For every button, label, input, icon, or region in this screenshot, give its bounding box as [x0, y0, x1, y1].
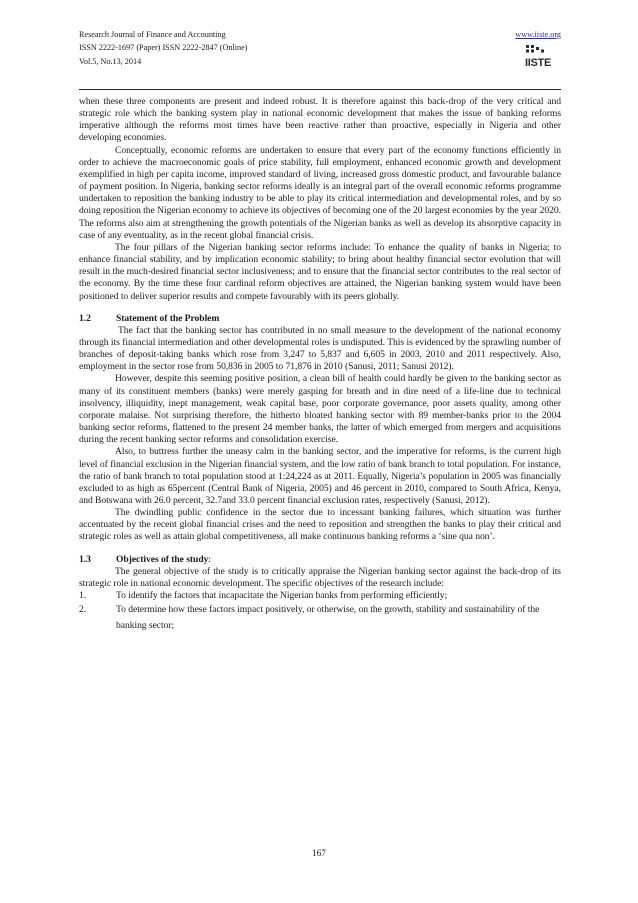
section-title-text: Objectives of the study — [116, 553, 209, 565]
paragraph: Conceptually, economic reforms are undertaken to ensure that every part of the economy functions efficiently in order to achieve the macroeconomic goals of price stability, full employment, enhanced economic growth and development exemplified in high per capita income, improved standard of living, increased gross domestic product, and favourable balance of payment position. In Nigeria, banking sector reforms ideally is an integral part of the overall economic reforms programme undertaken to reposition the banking industry to be able to play its critical intermediation and developmental roles, and by so doing reposition the Nigerian economy to achieve its objectives of becoming one of the 20 largest economies by the year 2020. The reforms also aim at strengthening the growth potentials of the Nigerian banks as well as develop its absorptive capacity in case of any eventuality, as in the recent global financial crisis. — [79, 144, 561, 241]
volume-line: Vol.5, No.13, 2014 — [79, 56, 142, 66]
list-item — [79, 590, 561, 602]
issn-line: ISSN 2222-1697 (Paper) ISSN 2222-2847 (Online) — [79, 43, 248, 53]
iiste-logo — [523, 43, 559, 69]
section-heading-1-2 — [79, 313, 561, 325]
section-title-colon: : — [208, 553, 212, 565]
list-item-number: 2. — [79, 604, 87, 616]
section-heading-1-3 — [79, 554, 561, 566]
page-header — [79, 28, 561, 88]
logo-text: IISTE — [525, 57, 552, 69]
section-gap — [79, 544, 561, 554]
paragraph: However, despite this seeming positive position, a clean bill of health could hardly be given to the banking sector as many of its constituent members (banks) were merely gasping for breath and in dire need of a life-line due to technical insolvency, illiquidity, inept management, weak capital base, poor corporate governance, poor assets quality, among other corporate malaise. Not surprising therefore, the hitherto bloated banking sector with 89 member-banks prior to the 2004 banking sector reforms, flattened to the present 24 member banks, the latter of which emerged from mergers and acquisitions during the recent banking sector reforms and consolidation exercise. — [79, 373, 561, 446]
journal-name: Research Journal of Finance and Accounting — [79, 30, 226, 39]
paragraph: The four pillars of the Nigerian banking sector reforms include: To enhance the quality of banks in Nigeria; to enhance financial stability, and by implication economic stability; to bring about healthy financial sector evolution that will result in the much-desired financial sector inclusiveness; and to ensure that the financial sector contributes to the real sector of the economy. By the time these four cardinal reform objectives are attained, the Nigerian banking system would have been positioned to deliver superior results and compete favourably with its peers globally. — [79, 241, 561, 302]
section-title — [116, 554, 211, 566]
list-item-text: To identify the factors that incapacitate the Nigerian banks from performing efficiently; — [116, 590, 448, 602]
list-item-number: 1. — [79, 590, 87, 602]
section-title: Statement of the Problem — [116, 312, 220, 324]
section-gap — [79, 303, 561, 313]
paragraph: The fact that the banking sector has contributed in no small measure to the development of the national economy through its financial intermediation and other developmental roles is undisputed. This is evidenced by the sprawling number of branches of deposit-taking banks which rose from 3,247 to 5,837 and 6,605 in 2003, 2010 and 2011 respectively. Also, employment in the sector rose from 50,836 in 2005 to 71,876 in 2010 (Sanusi, 2011; Sanusi 2012). — [79, 324, 561, 373]
journal-url-link[interactable]: www.iiste.org — [515, 30, 561, 39]
paragraph: when these three components are present and indeed robust. It is therefore against this back-drop of the very critical and strategic role which the banking system play in national economic development that makes the issue of banking reforms imperative although the reforms most times have been reactive rather than proactive, especially in Nigeria and other developing economies. — [79, 96, 561, 144]
section-number: 1.2 — [79, 312, 91, 324]
section-number: 1.3 — [79, 553, 91, 565]
list-item-text: To determine how these factors impact positively, or otherwise, on the growth, stability and sustainability of the banking sector; — [116, 604, 540, 632]
list-item — [79, 602, 561, 634]
paragraph: The dwindling public confidence in the sector due to incessant banking failures, which situation was further accentuated by the recent global financial crises and the need to reposition and strengthen the banks to play their critical and strategic roles as well as attain global competitiveness, all make continuous banking reforms a ‘sine qua non’. — [79, 507, 561, 543]
page-number: 167 — [312, 848, 326, 858]
paragraph: The general objective of the study is to critically appraise the Nigerian banking sector against the back-drop of its strategic role in national economic development. The specific objectives of the research include: — [79, 565, 561, 589]
header-divider — [79, 89, 561, 90]
paragraph: Also, to buttress further the uneasy calm in the banking sector, and the imperative for reforms, is the current high level of financial exclusion in the Nigerian financial system, and the low ratio of bank branch to total population. For instance, the ratio of bank branch to total population stood at 1:24,224 as at 2011. Equally, Nigeria’s population in 2005 was financially excluded to as high as 65percent (Central Bank of Nigeria, 2005) and 46 percent in 2010, compared to South Africa, Kenya, and Botswana with 26.0 percent, 32.7and 33.0 percent financial exclusion rates, respectively (Sanusi, 2012). — [79, 446, 561, 506]
page-body — [79, 96, 561, 634]
